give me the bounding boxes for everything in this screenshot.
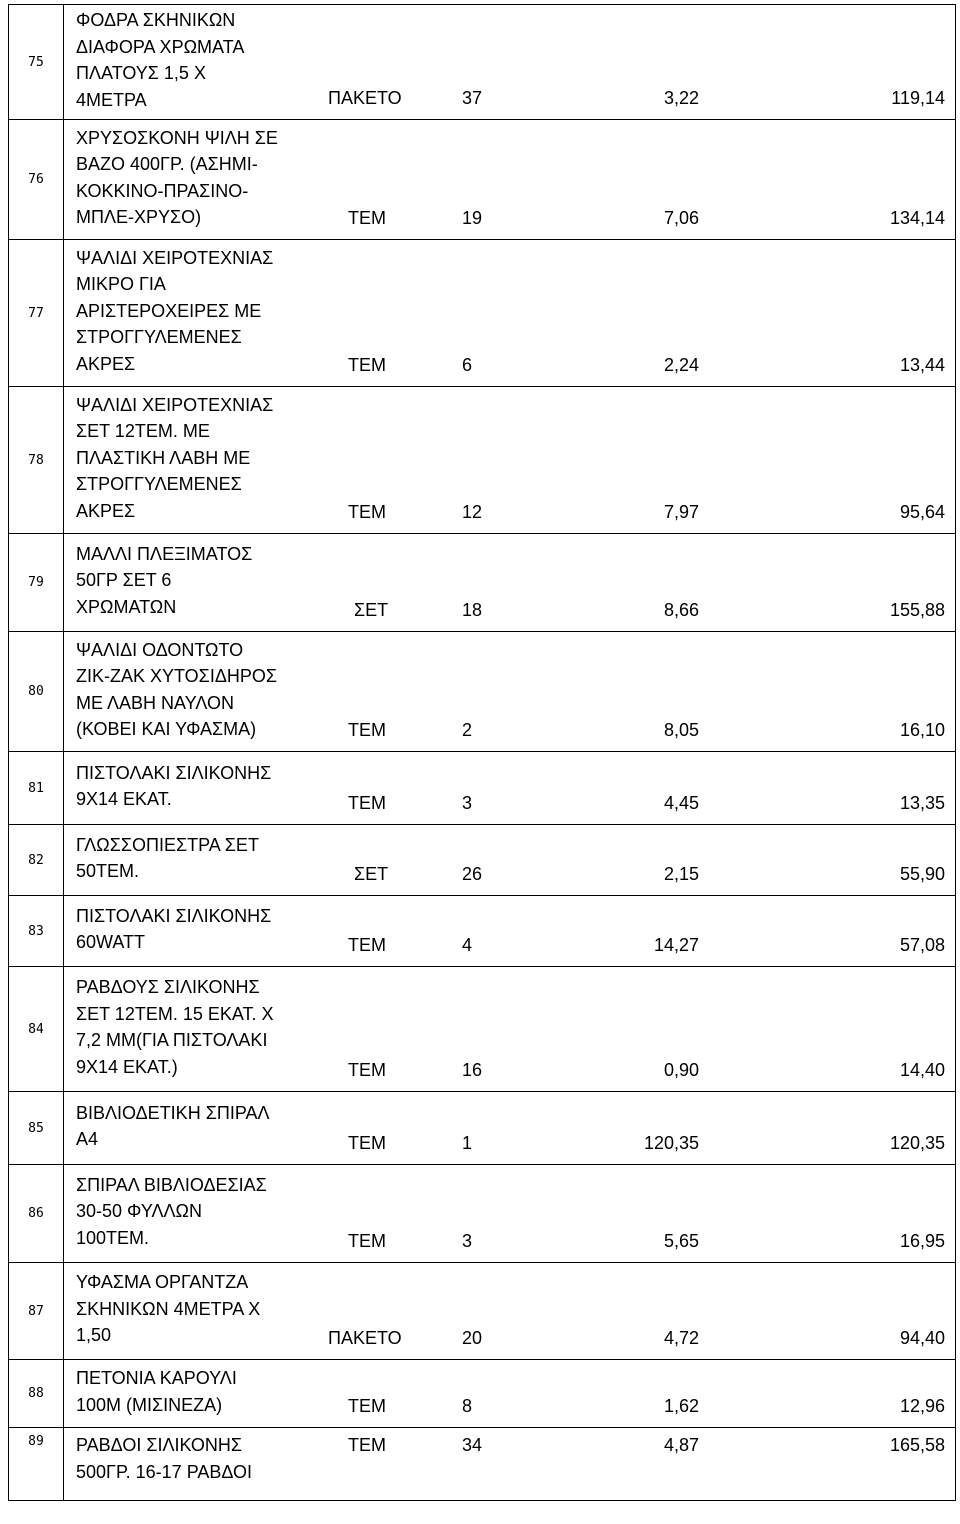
description-line: ΡΑΒΔΟΥΣ ΣΙΛΙΚΟΝΗΣ xyxy=(76,977,260,997)
item-total: 13,35 xyxy=(899,793,945,813)
item-total: 12,96 xyxy=(899,1396,945,1416)
description-line: ΨΑΛΙΔΙ ΧΕΙΡΟΤΕΧΝΙΑΣ xyxy=(76,394,274,415)
item-total: 165,58 xyxy=(889,1435,945,1455)
item-quantity: 34 xyxy=(462,1435,483,1455)
item-total: 94,40 xyxy=(899,1328,945,1348)
description-line: ΜΕ ΛΑΒΗ ΝΑΥΛΟΝ xyxy=(76,692,235,713)
item-quantity: 3 xyxy=(462,1231,473,1251)
item-unit-price: 120,35 xyxy=(643,1133,699,1153)
description-line: ΣΕΤ 12ΤΕΜ. 15 ΕΚΑΤ. Χ xyxy=(76,1003,274,1024)
item-total: 120,35 xyxy=(889,1133,945,1153)
row-content xyxy=(64,240,956,387)
description-line: ΧΡΩΜΑΤΩΝ xyxy=(76,596,177,617)
table-row xyxy=(9,5,956,120)
items-table-body xyxy=(9,5,956,1501)
item-total: 16,10 xyxy=(899,720,945,740)
description-line: ΠΕΤΟΝΙΑ ΚΑΡΟΥΛΙ xyxy=(76,1368,237,1388)
description-line: ΣΚΗΝΙΚΩΝ 4ΜΕΤΡΑ Χ xyxy=(76,1298,261,1319)
item-unit: ΤΕΜ xyxy=(348,793,386,813)
row-content xyxy=(64,632,956,752)
table-row xyxy=(9,534,956,632)
description-line: ΡΑΒΔΟΙ ΣΙΛΙΚΟΝΗΣ xyxy=(76,1435,243,1455)
description-line: 50ΓΡ ΣΕΤ 6 xyxy=(76,570,172,591)
row-content xyxy=(64,1092,956,1165)
item-description xyxy=(64,539,326,627)
item-unit-price: 8,66 xyxy=(663,600,699,620)
row-content xyxy=(64,1360,956,1428)
item-quantity: 2 xyxy=(462,720,473,740)
item-description xyxy=(64,5,326,119)
item-unit-price: 1,62 xyxy=(663,1396,699,1416)
description-line: ΑΡΙΣΤΕΡΟΧΕΙΡΕΣ ΜΕ xyxy=(76,300,262,321)
row-content xyxy=(64,5,956,120)
description-line: ΨΑΛΙΔΙ ΧΕΙΡΟΤΕΧΝΙΑΣ xyxy=(76,247,274,268)
row-number: 86 xyxy=(9,1165,64,1263)
item-description xyxy=(64,243,326,384)
description-line: ΦΟΔΡΑ ΣΚΗΝΙΚΩΝ xyxy=(76,10,236,30)
item-quantity: 19 xyxy=(462,208,483,228)
description-line: ΣΠΙΡΑΛ ΒΙΒΛΙΟΔΕΣΙΑΣ xyxy=(76,1174,267,1195)
description-line: ΜΑΛΛΙ ΠΛΕΞΙΜΑΤΟΣ xyxy=(76,543,253,564)
item-unit-price: 7,06 xyxy=(663,208,699,228)
row-number: 89 xyxy=(9,1428,64,1501)
row-content xyxy=(64,534,956,632)
item-description xyxy=(64,1428,326,1491)
description-line: ΓΛΩΣΣΟΠΙΕΣΤΡΑ ΣΕΤ xyxy=(76,834,259,855)
row-content xyxy=(64,387,956,534)
item-total: 155,88 xyxy=(889,600,945,620)
description-line: 50ΤΕΜ. xyxy=(76,861,140,881)
item-unit: ΤΕΜ xyxy=(348,208,386,228)
item-unit: ΤΕΜ xyxy=(348,355,386,375)
description-line: ΣΤΡΟΓΓΥΛΕΜΕΝΕΣ xyxy=(76,327,242,348)
description-line: ΣΕΤ 12ΤΕΜ. ΜΕ xyxy=(76,421,210,442)
description-line: 4ΜΕΤΡΑ xyxy=(76,89,147,110)
item-unit-price: 8,05 xyxy=(663,720,699,740)
item-unit-price: 4,87 xyxy=(663,1435,699,1455)
description-line: (ΚΟΒΕΙ ΚΑΙ ΥΦΑΣΜΑ) xyxy=(76,719,257,739)
description-line: 1,50 xyxy=(76,1325,112,1346)
description-line: 100Μ (ΜΙΣΙΝΕΖΑ) xyxy=(76,1394,223,1415)
row-number: 79 xyxy=(9,534,64,632)
description-line: 500ΓΡ. 16-17 ΡΑΒΔΟΙ xyxy=(76,1461,253,1482)
item-unit: ΣΕΤ xyxy=(354,864,389,884)
item-unit: ΤΕΜ xyxy=(348,1133,386,1153)
description-line: ΨΑΛΙΔΙ ΟΔΟΝΤΩΤΟ xyxy=(76,639,244,660)
description-line: ΜΙΚΡΟ ΓΙΑ xyxy=(76,274,166,295)
row-content xyxy=(64,120,956,240)
row-number: 88 xyxy=(9,1360,64,1428)
item-quantity: 8 xyxy=(462,1396,473,1416)
item-quantity: 37 xyxy=(462,88,483,108)
item-unit: ΣΕΤ xyxy=(354,600,389,620)
item-description xyxy=(64,1098,326,1159)
item-description xyxy=(64,972,326,1086)
description-line: ΧΡΥΣΟΣΚΟΝΗ ΨΙΛΗ ΣΕ xyxy=(76,127,278,148)
item-description xyxy=(64,830,326,891)
item-description xyxy=(64,1170,326,1258)
item-unit: ΤΕΜ xyxy=(348,1060,386,1080)
table-row xyxy=(9,120,956,240)
item-unit: ΤΕΜ xyxy=(348,1231,386,1251)
description-line: 30-50 ΦΥΛΛΩΝ xyxy=(76,1201,202,1222)
item-quantity: 26 xyxy=(462,864,483,884)
description-line: Α4 xyxy=(76,1129,99,1149)
table-row xyxy=(9,752,956,825)
item-unit-price: 4,72 xyxy=(663,1328,699,1348)
item-unit: ΤΕΜ xyxy=(348,502,386,522)
description-line: ΖΙΚ-ΖΑΚ ΧΥΤΟΣΙΔΗΡΟΣ xyxy=(76,666,277,686)
item-unit-price: 4,45 xyxy=(663,793,699,813)
description-line: 7,2 ΜΜ(ΓΙΑ ΠΙΣΤΟΛΑΚΙ xyxy=(76,1030,268,1050)
item-unit: ΤΕΜ xyxy=(348,1435,386,1455)
row-content xyxy=(64,1165,956,1263)
description-line: ΠΙΣΤΟΛΑΚΙ ΣΙΛΙΚΟΝΗΣ xyxy=(76,762,272,783)
row-content xyxy=(64,1428,956,1501)
description-line: ΒΙΒΛΙΟΔΕΤΙΚΗ ΣΠΙΡΑΛ xyxy=(76,1102,270,1123)
item-unit-price: 5,65 xyxy=(663,1231,699,1251)
item-unit-price: 14,27 xyxy=(653,935,699,955)
row-content xyxy=(64,967,956,1092)
description-line: ΔΙΑΦΟΡΑ ΧΡΩΜΑΤΑ xyxy=(76,36,245,57)
item-unit-price: 2,15 xyxy=(663,864,699,884)
item-description xyxy=(64,1363,326,1424)
table-row xyxy=(9,632,956,752)
item-unit: ΤΕΜ xyxy=(348,935,386,955)
row-number: 87 xyxy=(9,1263,64,1360)
table-row xyxy=(9,1165,956,1263)
table-row xyxy=(9,240,956,387)
items-table xyxy=(8,4,956,1501)
row-content xyxy=(64,752,956,825)
item-total: 119,14 xyxy=(891,88,945,108)
table-row xyxy=(9,1092,956,1165)
item-quantity: 3 xyxy=(462,793,473,813)
item-quantity: 12 xyxy=(462,502,483,522)
table-row xyxy=(9,1428,956,1501)
row-content xyxy=(64,896,956,967)
description-line: ΥΦΑΣΜΑ ΟΡΓΑΝΤΖΑ xyxy=(76,1272,249,1293)
item-quantity: 4 xyxy=(462,935,473,955)
description-line: 100ΤΕΜ. xyxy=(76,1227,150,1248)
item-quantity: 16 xyxy=(462,1060,483,1080)
row-number: 75 xyxy=(9,5,64,120)
table-row xyxy=(9,1360,956,1428)
row-number: 82 xyxy=(9,825,64,896)
row-number: 78 xyxy=(9,387,64,534)
row-content xyxy=(64,1263,956,1360)
description-line: 9Χ14 ΕΚΑΤ.) xyxy=(76,1056,178,1077)
row-number: 80 xyxy=(9,632,64,752)
row-number: 84 xyxy=(9,967,64,1092)
table-row xyxy=(9,896,956,967)
item-quantity: 20 xyxy=(462,1328,483,1348)
item-description xyxy=(64,1267,326,1355)
description-line: ΑΚΡΕΣ xyxy=(76,500,136,521)
description-line: ΜΠΛΕ-ΧΡΥΣΟ) xyxy=(76,207,202,227)
item-total: 13,44 xyxy=(899,355,945,375)
item-description xyxy=(64,123,326,237)
item-total: 95,64 xyxy=(899,502,945,522)
item-quantity: 1 xyxy=(462,1133,473,1153)
table-row xyxy=(9,1263,956,1360)
description-line: ΒΑΖΟ 400ΓΡ. (ΑΣΗΜΙ- xyxy=(76,154,258,174)
item-unit: ΤΕΜ xyxy=(348,1396,386,1416)
row-number: 77 xyxy=(9,240,64,387)
item-total: 16,95 xyxy=(899,1231,945,1251)
item-unit-price: 2,24 xyxy=(663,355,699,375)
item-quantity: 18 xyxy=(462,600,483,620)
row-number: 81 xyxy=(9,752,64,825)
table-row xyxy=(9,825,956,896)
description-line: ΠΛΑΤΟΥΣ 1,5 Χ xyxy=(76,63,206,83)
description-line: ΠΛΑΣΤΙΚΗ ΛΑΒΗ ΜΕ xyxy=(76,447,251,468)
description-line: 60WATT xyxy=(76,932,146,952)
row-number: 76 xyxy=(9,120,64,240)
table-row xyxy=(9,967,956,1092)
item-description xyxy=(64,635,326,749)
item-total: 134,14 xyxy=(889,208,945,228)
item-description xyxy=(64,390,326,531)
row-number: 83 xyxy=(9,896,64,967)
item-description xyxy=(64,901,326,962)
item-unit: ΤΕΜ xyxy=(348,720,386,740)
item-quantity: 6 xyxy=(462,355,473,375)
item-unit-price: 0,90 xyxy=(663,1060,699,1080)
row-number: 85 xyxy=(9,1092,64,1165)
description-line: ΑΚΡΕΣ xyxy=(76,353,136,374)
description-line: ΚΟΚΚΙΝΟ-ΠΡΑΣΙΝΟ- xyxy=(76,180,249,201)
table-row xyxy=(9,387,956,534)
item-unit: ΠΑΚΕΤΟ xyxy=(328,88,402,108)
item-unit: ΠΑΚΕΤΟ xyxy=(328,1328,402,1348)
description-line: 9Χ14 ΕΚΑΤ. xyxy=(76,789,172,809)
item-unit-price: 7,97 xyxy=(663,502,699,522)
item-unit-price: 3,22 xyxy=(663,88,699,108)
description-line: ΠΙΣΤΟΛΑΚΙ ΣΙΛΙΚΟΝΗΣ xyxy=(76,905,272,926)
row-content xyxy=(64,825,956,896)
item-total: 55,90 xyxy=(899,864,945,884)
item-total: 57,08 xyxy=(899,935,945,955)
item-description xyxy=(64,758,326,819)
description-line: ΣΤΡΟΓΓΥΛΕΜΕΝΕΣ xyxy=(76,474,242,495)
item-total: 14,40 xyxy=(899,1060,945,1080)
